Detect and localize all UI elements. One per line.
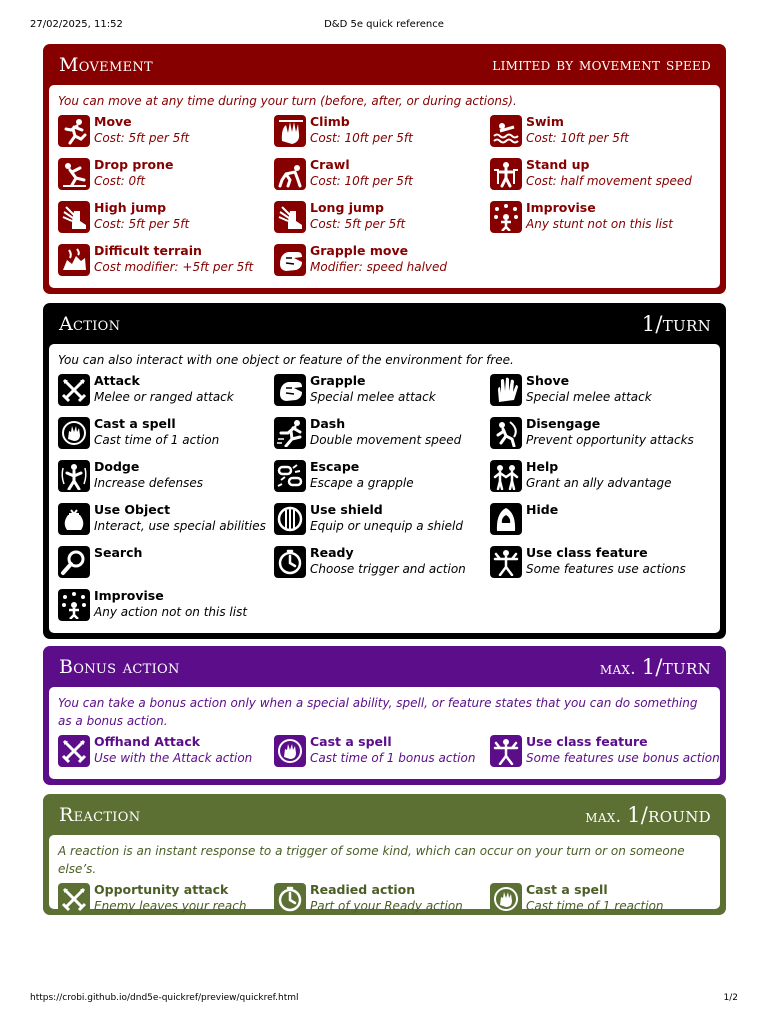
section-intro: You can move at any time during your turn (before, after, or during actions). (58, 94, 517, 108)
item-text (94, 733, 252, 767)
vitruvian-man-icon (490, 546, 522, 578)
item-description: Use with the Attack action (94, 751, 253, 765)
action-item-hide (490, 501, 706, 537)
action-item-grapple (274, 372, 490, 408)
retreating-person-icon (490, 417, 522, 449)
item-name: Opportunity attack (94, 882, 229, 897)
movement-item-high-jump (58, 199, 274, 235)
item-text (310, 242, 447, 276)
item-name: Improvise (94, 588, 164, 603)
item-name: Hide (526, 502, 559, 517)
reaction-item-readied-action (274, 881, 490, 917)
item-name: Readied action (310, 882, 416, 897)
item-description: Cost: 10ft per 5ft (310, 174, 413, 188)
item-name: Ready (310, 545, 354, 560)
stopwatch-icon (274, 883, 306, 915)
standing-person-icon (490, 158, 522, 190)
item-name: Cast a spell (310, 734, 392, 749)
bonus-action-item-cast-a-spell (274, 733, 490, 769)
item-name: Grapple move (310, 243, 409, 258)
section-limit (642, 312, 711, 336)
limit-unit: /round (640, 802, 711, 827)
action-item-escape (274, 458, 490, 494)
winged-boot-icon (274, 201, 306, 233)
item-description: Interact, use special abilities (94, 519, 266, 533)
action-section (43, 303, 726, 639)
section-intro: You can also interact with one object or feature of the environment for free. (58, 353, 514, 367)
limit-number: 1 (627, 802, 641, 827)
crawling-person-icon (274, 158, 306, 190)
item-name: Cast a spell (94, 416, 176, 431)
spell-hand-icon (490, 883, 522, 915)
item-text (526, 544, 686, 578)
item-description: Cast time of 1 bonus action (310, 751, 476, 765)
item-text (310, 501, 463, 535)
movement-section (43, 44, 726, 294)
item-name: Stand up (526, 157, 590, 172)
movement-header (43, 44, 726, 85)
item-name: Use class feature (526, 545, 648, 560)
item-text (526, 156, 692, 190)
item-text (526, 458, 672, 492)
movement-item-drop-prone (58, 156, 274, 192)
running-person-icon (58, 115, 90, 147)
print-datetime: 27/02/2025, 11:52 (30, 19, 123, 30)
item-name: Offhand Attack (94, 734, 201, 749)
reaction-item-cast-a-spell (490, 881, 706, 917)
action-header (43, 303, 726, 344)
item-name: Escape (310, 459, 360, 474)
limit-unit: /turn (655, 654, 711, 679)
action-item-disengage (490, 415, 706, 451)
item-text (526, 113, 629, 147)
action-item-cast-a-spell (58, 415, 274, 451)
pouch-icon (58, 503, 90, 535)
action-item-dash (274, 415, 490, 451)
item-name: Swim (526, 114, 564, 129)
limit-number: 1 (641, 311, 656, 336)
action-item-shove (490, 372, 706, 408)
movement-body (49, 85, 720, 288)
item-description: Part of your Ready action (310, 899, 463, 913)
item-name: Climb (310, 114, 350, 129)
section-limit (585, 803, 711, 827)
crossed-swords-icon (58, 735, 90, 767)
movement-item-difficult-terrain (58, 242, 274, 278)
crossed-swords-icon (58, 374, 90, 406)
action-body (49, 344, 720, 633)
item-description: Escape a grapple (310, 476, 414, 490)
item-text (94, 501, 266, 535)
item-name: Improvise (526, 200, 596, 215)
rubble-icon (58, 244, 90, 276)
item-description: Cost: 5ft per 5ft (94, 131, 190, 145)
item-text (94, 544, 142, 561)
action-item-dodge (58, 458, 274, 494)
print-title: D&D 5e quick reference (324, 19, 444, 30)
falling-person-icon (58, 158, 90, 190)
item-name: Cast a spell (526, 882, 608, 897)
reaction-section (43, 794, 726, 915)
reaction-grid (58, 881, 710, 917)
item-text (94, 242, 253, 276)
section-title: Reaction (59, 803, 141, 826)
bonus-action-grid (58, 733, 726, 769)
item-description: Double movement speed (310, 433, 462, 447)
swimmer-waves-icon (490, 115, 522, 147)
item-name: Search (94, 545, 143, 560)
item-text (94, 113, 189, 147)
shield-icon (274, 503, 306, 535)
stopwatch-icon (274, 546, 306, 578)
action-item-search (58, 544, 274, 580)
item-description: Special melee attack (310, 390, 436, 404)
item-name: Shove (526, 373, 570, 388)
action-item-use-shield (274, 501, 490, 537)
item-description: Cost modifier: +5ft per 5ft (94, 260, 254, 274)
item-description: Prevent opportunity attacks (526, 433, 694, 447)
movement-item-swim (490, 113, 706, 149)
item-description: Cost: 10ft per 5ft (310, 131, 413, 145)
limit-number: 1 (641, 654, 656, 679)
item-name: Attack (94, 373, 140, 388)
item-description: Cost: 5ft per 5ft (94, 217, 190, 231)
item-text (526, 372, 652, 406)
item-name: High jump (94, 200, 167, 215)
item-description: Modifier: speed halved (310, 260, 448, 274)
item-text (310, 881, 463, 915)
section-title: Movement (59, 53, 154, 76)
item-description: Cast time of 1 action (94, 433, 220, 447)
item-text (310, 733, 475, 767)
item-text (310, 415, 461, 449)
vitruvian-man-icon (490, 735, 522, 767)
action-item-use-class-feature (490, 544, 706, 580)
section-title: Action (59, 312, 121, 335)
hooded-figure-icon (490, 503, 522, 535)
item-text (310, 372, 436, 406)
sprinting-person-icon (274, 417, 306, 449)
crossed-swords-icon (58, 883, 90, 915)
item-description: Cast time of 1 reaction (526, 899, 664, 913)
section-intro: You can take a bonus action only when a special ability, spell, or feature states that you can do something as a bonus action. (58, 696, 698, 728)
item-text (526, 501, 558, 518)
item-name: Drop prone (94, 157, 174, 172)
item-text (94, 881, 246, 915)
item-text (526, 733, 726, 767)
item-name: Grapple (310, 373, 366, 388)
item-text (94, 372, 234, 406)
item-text (310, 544, 466, 578)
juggler-icon (58, 589, 90, 621)
item-text (526, 199, 673, 233)
winged-boot-icon (58, 201, 90, 233)
item-name: Difficult terrain (94, 243, 202, 258)
limit-prefix: max. (599, 658, 636, 679)
item-name: Use class feature (526, 734, 648, 749)
item-text (310, 458, 414, 492)
item-name: Crawl (310, 157, 350, 172)
movement-item-improvise (490, 199, 706, 235)
dodging-figure-icon (58, 460, 90, 492)
spell-hand-icon (58, 417, 90, 449)
item-text (526, 881, 664, 915)
item-text (94, 415, 219, 449)
item-text (526, 415, 694, 449)
item-name: Use shield (310, 502, 383, 517)
reaction-body (49, 835, 720, 913)
item-description: Any action not on this list (94, 605, 248, 619)
action-grid (58, 372, 710, 623)
item-description: Grant an ally advantage (526, 476, 672, 490)
movement-item-stand-up (490, 156, 706, 192)
print-header (0, 0, 768, 40)
grapple-icon (274, 244, 306, 276)
item-name: Use Object (94, 502, 171, 517)
movement-item-crawl (274, 156, 490, 192)
item-description: Special melee attack (526, 390, 652, 404)
item-text (310, 113, 413, 147)
item-description: Some features use bonus actions (526, 751, 726, 765)
item-name: Help (526, 459, 559, 474)
movement-item-move (58, 113, 274, 149)
item-name: Long jump (310, 200, 384, 215)
movement-grid (58, 113, 710, 278)
broken-chains-icon (274, 460, 306, 492)
limit-prefix: max. (585, 806, 622, 827)
item-name: Disengage (526, 416, 601, 431)
item-text (310, 156, 413, 190)
item-description: Equip or unequip a shield (310, 519, 463, 533)
two-people-icon (490, 460, 522, 492)
item-name: Dash (310, 416, 346, 431)
item-text (310, 199, 405, 233)
section-limit: limited by movement speed (492, 54, 711, 75)
item-text (94, 458, 203, 492)
action-item-attack (58, 372, 274, 408)
item-text (94, 156, 174, 190)
movement-item-long-jump (274, 199, 490, 235)
open-hand-icon (490, 374, 522, 406)
spell-hand-icon (274, 735, 306, 767)
item-description: Some features use actions (526, 562, 686, 576)
item-description: Choose trigger and action (310, 562, 466, 576)
print-url: https://crobi.github.io/dnd5e-quickref/preview/quickref.html (30, 993, 299, 1003)
page-number: 1/2 (723, 993, 738, 1003)
item-description: Increase defenses (94, 476, 203, 490)
item-description: Cost: 5ft per 5ft (310, 217, 406, 231)
action-item-ready (274, 544, 490, 580)
magnifying-glass-icon (58, 546, 90, 578)
item-name: Dodge (94, 459, 140, 474)
action-item-use-object (58, 501, 274, 537)
action-item-improvise (58, 587, 274, 623)
item-description: Cost: 10ft per 5ft (526, 131, 629, 145)
bonus-action-body (49, 687, 726, 779)
movement-item-climb (274, 113, 490, 149)
item-description: Cost: half movement speed (526, 174, 692, 188)
bonus-action-header (43, 646, 726, 687)
movement-item-grapple-move (274, 242, 490, 278)
item-name: Move (94, 114, 132, 129)
reaction-header (43, 794, 726, 835)
section-limit (600, 655, 711, 679)
section-intro: A reaction is an instant response to a trigger of some kind, which can occur on your turn or on someone else’s. (58, 844, 685, 876)
bonus-action-item-offhand-attack (58, 733, 274, 769)
section-title: Bonus action (59, 655, 180, 678)
bonus-action-item-use-class-feature (490, 733, 726, 769)
item-description: Any stunt not on this list (526, 217, 673, 231)
item-description: Melee or ranged attack (94, 390, 234, 404)
reaction-item-opportunity-attack (58, 881, 274, 917)
bonus-action-section (43, 646, 726, 785)
juggler-icon (490, 201, 522, 233)
item-description: Enemy leaves your reach (94, 899, 247, 913)
limit-unit: /turn (655, 311, 711, 336)
item-description: Cost: 0ft (94, 174, 146, 188)
item-text (94, 199, 189, 233)
grapple-icon (274, 374, 306, 406)
climbing-hand-icon (274, 115, 306, 147)
action-item-help (490, 458, 706, 494)
item-text (94, 587, 247, 621)
